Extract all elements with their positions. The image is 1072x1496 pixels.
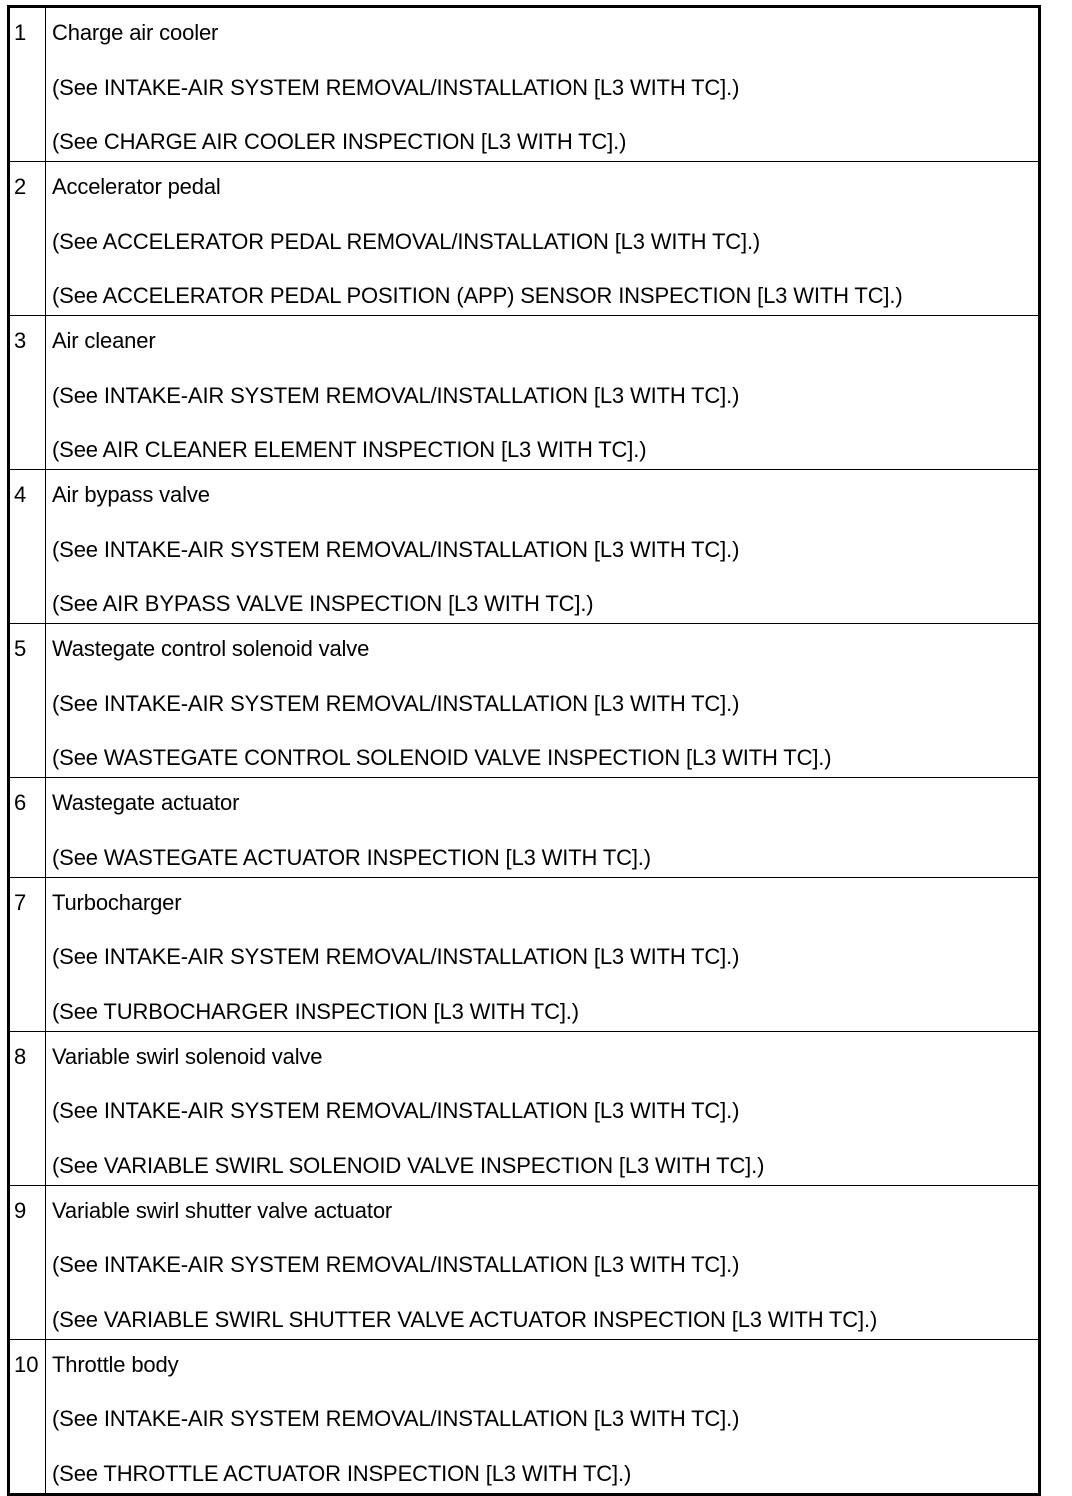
item-content — [46, 162, 1040, 316]
item-number: 2 — [9, 162, 46, 316]
see-reference: (See WASTEGATE ACTUATOR INSPECTION [L3 WITH TC].) — [52, 844, 651, 870]
item-title: Turbocharger — [52, 889, 182, 915]
see-reference: (See TURBOCHARGER INSPECTION [L3 WITH TC].) — [52, 998, 579, 1024]
item-title: Wastegate actuator — [52, 790, 240, 815]
item-number: 7 — [9, 877, 46, 1031]
table-row — [9, 624, 1040, 778]
see-reference: (See VARIABLE SWIRL SOLENOID VALVE INSPECTION [L3 WITH TC].) — [52, 1152, 765, 1178]
see-reference: (See CHARGE AIR COOLER INSPECTION [L3 WITH TC].) — [52, 129, 627, 154]
item-content — [46, 778, 1040, 878]
see-reference: (See INTAKE-AIR SYSTEM REMOVAL/INSTALLATION [L3 WITH TC].) — [52, 690, 740, 716]
see-reference: (See INTAKE-AIR SYSTEM REMOVAL/INSTALLATION [L3 WITH TC].) — [52, 382, 740, 408]
item-number: 5 — [9, 624, 46, 778]
table-body — [9, 7, 1040, 1495]
component-reference-table — [7, 5, 1041, 1496]
see-reference: (See ACCELERATOR PEDAL POSITION (APP) SENSOR INSPECTION [L3 WITH TC].) — [52, 283, 903, 308]
table-row — [9, 1185, 1040, 1339]
see-reference: (See INTAKE-AIR SYSTEM REMOVAL/INSTALLATION [L3 WITH TC].) — [52, 1406, 740, 1431]
item-content — [46, 470, 1040, 624]
see-reference: (See VARIABLE SWIRL SHUTTER VALVE ACTUATOR INSPECTION [L3 WITH TC].) — [52, 1306, 878, 1332]
item-content — [46, 1185, 1040, 1339]
item-number: 4 — [9, 470, 46, 624]
see-reference: (See INTAKE-AIR SYSTEM REMOVAL/INSTALLATION [L3 WITH TC].) — [52, 1252, 740, 1277]
item-title: Variable swirl shutter valve actuator — [52, 1197, 393, 1223]
see-reference: (See INTAKE-AIR SYSTEM REMOVAL/INSTALLATION [L3 WITH TC].) — [52, 944, 740, 969]
table-row — [9, 316, 1040, 470]
item-title: Throttle body — [52, 1351, 179, 1377]
table-row — [9, 7, 1040, 162]
item-number: 6 — [9, 778, 46, 878]
item-number: 10 — [9, 1339, 46, 1494]
see-reference: (See AIR CLEANER ELEMENT INSPECTION [L3 WITH TC].) — [52, 437, 647, 462]
table-row — [9, 778, 1040, 878]
item-number: 3 — [9, 316, 46, 470]
see-reference: (See WASTEGATE CONTROL SOLENOID VALVE INSPECTION [L3 WITH TC].) — [52, 745, 832, 770]
item-content — [46, 1031, 1040, 1185]
item-title: Air cleaner — [52, 328, 156, 353]
item-content — [46, 316, 1040, 470]
table-row — [9, 1339, 1040, 1494]
table-row — [9, 877, 1040, 1031]
item-title: Charge air cooler — [52, 20, 219, 45]
table-row — [9, 1031, 1040, 1185]
item-title: Wastegate control solenoid valve — [52, 636, 370, 661]
see-reference: (See ACCELERATOR PEDAL REMOVAL/INSTALLATION [L3 WITH TC].) — [52, 228, 761, 254]
table-row — [9, 470, 1040, 624]
see-reference: (See INTAKE-AIR SYSTEM REMOVAL/INSTALLATION [L3 WITH TC].) — [52, 74, 740, 100]
table-row — [9, 162, 1040, 316]
item-number: 8 — [9, 1031, 46, 1185]
item-number: 9 — [9, 1185, 46, 1339]
item-number: 1 — [9, 7, 46, 162]
item-content — [46, 624, 1040, 778]
see-reference: (See THROTTLE ACTUATOR INSPECTION [L3 WITH TC].) — [52, 1460, 632, 1486]
item-title: Air bypass valve — [52, 482, 210, 507]
item-content — [46, 7, 1040, 162]
item-content — [46, 1339, 1040, 1494]
see-reference: (See INTAKE-AIR SYSTEM REMOVAL/INSTALLATION [L3 WITH TC].) — [52, 536, 740, 562]
item-title: Accelerator pedal — [52, 174, 221, 199]
see-reference: (See INTAKE-AIR SYSTEM REMOVAL/INSTALLATION [L3 WITH TC].) — [52, 1098, 740, 1123]
item-content — [46, 877, 1040, 1031]
see-reference: (See AIR BYPASS VALVE INSPECTION [L3 WITH TC].) — [52, 591, 594, 616]
item-title: Variable swirl solenoid valve — [52, 1043, 323, 1069]
